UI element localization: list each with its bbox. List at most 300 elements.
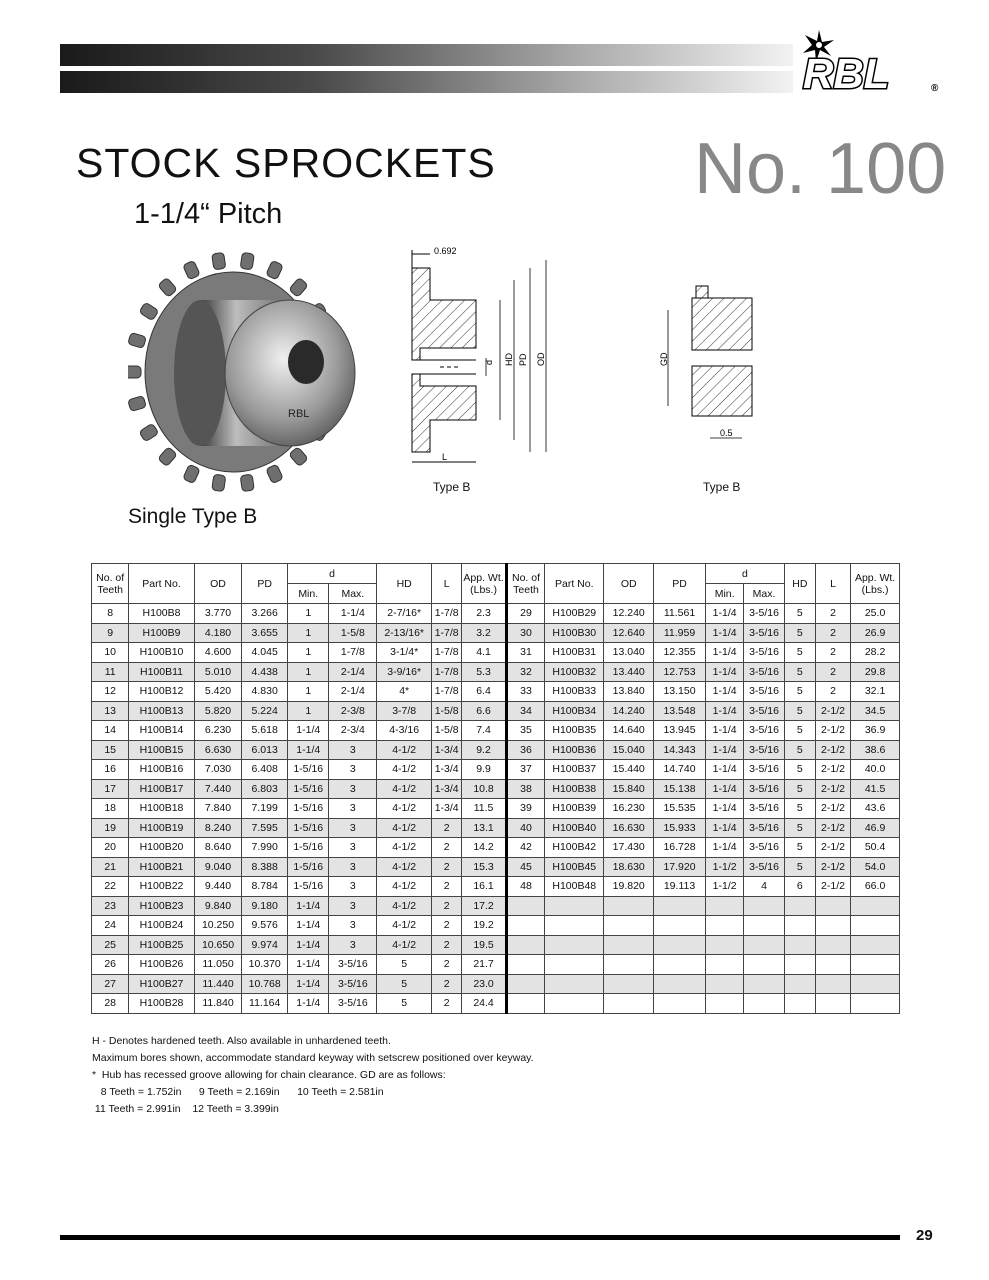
table-cell: 13.040 [604, 643, 654, 663]
table-cell: 28 [92, 994, 129, 1014]
col-d-max-header-2: Max. [744, 584, 784, 604]
table-cell: 15 [92, 740, 129, 760]
table-cell: 3 [329, 740, 377, 760]
table-cell: 5.3 [462, 662, 507, 682]
table-cell: 2 [432, 994, 462, 1014]
table-cell [744, 994, 784, 1014]
table-cell: 2-1/4 [329, 682, 377, 702]
col-d-min-header: Min. [288, 584, 329, 604]
table-cell: 9.840 [194, 896, 242, 916]
col-teeth-header-2: No. of Teeth [506, 564, 544, 604]
table-cell: 10.650 [194, 935, 242, 955]
table-cell: 4-1/2 [377, 916, 432, 936]
table-cell: 4.438 [242, 662, 288, 682]
sprocket-tooth [128, 366, 141, 378]
table-cell [604, 896, 654, 916]
table-cell: 1-1/4 [288, 896, 329, 916]
table-cell: 21.7 [462, 955, 507, 975]
table-cell: 18.630 [604, 857, 654, 877]
sprocket-tooth [212, 252, 226, 270]
table-cell: 1-7/8 [432, 604, 462, 624]
table-cell: 1 [288, 643, 329, 663]
table-cell: 1-7/8 [432, 662, 462, 682]
table-cell: 4.1 [462, 643, 507, 663]
table-cell: 34 [506, 701, 544, 721]
table-cell [604, 916, 654, 936]
table-cell: 4-1/2 [377, 740, 432, 760]
table-cell: 5.618 [242, 721, 288, 741]
table-cell: 6.6 [462, 701, 507, 721]
table-cell: 1-1/2 [705, 857, 743, 877]
table-cell [705, 974, 743, 994]
table-cell: 9.180 [242, 896, 288, 916]
table-cell: 2 [432, 818, 462, 838]
table-cell: 14.240 [604, 701, 654, 721]
table-cell [654, 955, 706, 975]
table-cell: 3-5/16 [329, 994, 377, 1014]
table-cell: 1-1/4 [705, 779, 743, 799]
table-cell: 15.840 [604, 779, 654, 799]
table-row [92, 623, 900, 643]
table-cell [545, 935, 604, 955]
table-cell: 4.830 [242, 682, 288, 702]
dim-pd-label: PD [518, 353, 528, 366]
table-cell: 9.9 [462, 760, 507, 780]
table-cell [744, 955, 784, 975]
col-d-header-2: d [705, 564, 784, 584]
table-cell: 5 [784, 740, 815, 760]
table-cell: 1-3/4 [432, 779, 462, 799]
table-cell: 2.3 [462, 604, 507, 624]
table-cell: 3-5/16 [744, 623, 784, 643]
table-cell: 3-5/16 [744, 838, 784, 858]
table-cell: 3-5/16 [744, 779, 784, 799]
table-cell: 20 [92, 838, 129, 858]
table-cell [705, 916, 743, 936]
table-cell: 12.355 [654, 643, 706, 663]
table-cell: 15.138 [654, 779, 706, 799]
table-cell: 10.370 [242, 955, 288, 975]
table-cell: 2 [432, 896, 462, 916]
table-cell [705, 994, 743, 1014]
table-row [92, 779, 900, 799]
table-cell [815, 974, 850, 994]
col-wt-header-2: App. Wt. (Lbs.) [851, 564, 900, 604]
table-cell: 3.2 [462, 623, 507, 643]
table-cell [506, 955, 544, 975]
table-cell: 3-5/16 [329, 974, 377, 994]
table-cell: 1 [288, 701, 329, 721]
table-cell: 11.840 [194, 994, 242, 1014]
table-cell: 9.576 [242, 916, 288, 936]
table-cell: 1-1/4 [288, 974, 329, 994]
sprocket-tooth [128, 396, 146, 412]
table-cell: 26.9 [851, 623, 900, 643]
col-od-header: OD [194, 564, 242, 604]
table-cell [545, 955, 604, 975]
table-cell [815, 916, 850, 936]
table-cell: 2-1/2 [815, 760, 850, 780]
table-cell: 3-5/16 [744, 760, 784, 780]
table-cell [815, 896, 850, 916]
note-line: * Hub has recessed groove allowing for chain clearance. GD are as follows: [92, 1069, 446, 1081]
table-cell: 3 [329, 779, 377, 799]
table-cell: 1-1/2 [705, 877, 743, 897]
table-cell: H100B21 [129, 857, 194, 877]
table-cell: 17 [92, 779, 129, 799]
table-cell: 2 [432, 877, 462, 897]
table-row [92, 896, 900, 916]
table-cell: 15.933 [654, 818, 706, 838]
drawing-caption-right: Type B [703, 480, 741, 494]
table-cell: H100B22 [129, 877, 194, 897]
table-cell: 3-5/16 [744, 857, 784, 877]
table-row [92, 955, 900, 975]
table-cell: 1 [288, 662, 329, 682]
table-cell: 4.045 [242, 643, 288, 663]
table-cell: 3 [329, 877, 377, 897]
table-cell: 10.250 [194, 916, 242, 936]
table-cell: 11.440 [194, 974, 242, 994]
sprocket-tooth [128, 332, 146, 348]
table-cell: 4* [377, 682, 432, 702]
table-cell: 5 [784, 721, 815, 741]
table-cell: 7.990 [242, 838, 288, 858]
table-cell: 2-3/4 [329, 721, 377, 741]
sprocket-tooth [158, 447, 178, 467]
type-b-groove-drawing [650, 270, 770, 450]
table-cell: 11.561 [654, 604, 706, 624]
table-cell: 19.5 [462, 935, 507, 955]
table-cell: H100B40 [545, 818, 604, 838]
table-row [92, 818, 900, 838]
table-cell: H100B25 [129, 935, 194, 955]
header-bar-top [60, 44, 793, 66]
col-hd-header: HD [377, 564, 432, 604]
sprocket-tooth [289, 277, 309, 297]
table-cell: 5 [784, 838, 815, 858]
table-cell: H100B42 [545, 838, 604, 858]
table-cell [545, 994, 604, 1014]
table-cell: 43.6 [851, 799, 900, 819]
type-label: Single Type B [128, 505, 258, 528]
table-cell: 30 [506, 623, 544, 643]
table-cell: 40 [506, 818, 544, 838]
table-cell: 8.388 [242, 857, 288, 877]
table-cell: 9.974 [242, 935, 288, 955]
table-cell: 5 [377, 955, 432, 975]
table-cell [815, 935, 850, 955]
table-cell: 38 [506, 779, 544, 799]
table-cell: 3 [329, 799, 377, 819]
table-row [92, 877, 900, 897]
table-cell: 19.820 [604, 877, 654, 897]
note-line: Maximum bores shown, accommodate standard keyway with setscrew positioned over keyway. [92, 1052, 534, 1064]
table-cell: 3-5/16 [744, 604, 784, 624]
table-cell: 5 [784, 682, 815, 702]
table-cell: 2-7/16* [377, 604, 432, 624]
table-cell: 11.5 [462, 799, 507, 819]
table-cell: 14.640 [604, 721, 654, 741]
type-b-section-drawing [400, 240, 560, 470]
table-cell: 11.164 [242, 994, 288, 1014]
table-cell: 48 [506, 877, 544, 897]
sprocket-spec-table [91, 563, 900, 1014]
table-cell [744, 896, 784, 916]
table-cell: H100B17 [129, 779, 194, 799]
table-cell: 3.770 [194, 604, 242, 624]
table-cell: 6.230 [194, 721, 242, 741]
table-row [92, 935, 900, 955]
col-d-header: d [288, 564, 377, 584]
table-cell: 2-1/2 [815, 721, 850, 741]
table-cell: 36.9 [851, 721, 900, 741]
table-cell: 10.8 [462, 779, 507, 799]
table-cell: 66.0 [851, 877, 900, 897]
table-cell: 1-7/8 [432, 643, 462, 663]
sprocket-tooth [266, 464, 284, 484]
table-cell [545, 916, 604, 936]
table-cell: 29 [506, 604, 544, 624]
table-cell: H100B27 [129, 974, 194, 994]
table-cell: 8.240 [194, 818, 242, 838]
page-number: 29 [916, 1227, 933, 1244]
table-cell: 2-1/2 [815, 877, 850, 897]
table-cell: 1-1/4 [705, 740, 743, 760]
col-part-header: Part No. [129, 564, 194, 604]
table-cell: 14.2 [462, 838, 507, 858]
table-cell: 1-1/4 [705, 838, 743, 858]
table-cell: 13.548 [654, 701, 706, 721]
table-cell [705, 935, 743, 955]
table-cell: 1-5/8 [432, 721, 462, 741]
table-row [92, 974, 900, 994]
footnotes [92, 1033, 534, 1118]
table-cell: 39 [506, 799, 544, 819]
table-cell: 2-13/16* [377, 623, 432, 643]
table-cell: 8.640 [194, 838, 242, 858]
table-cell: 19.2 [462, 916, 507, 936]
table-cell: 3-5/16 [744, 799, 784, 819]
table-cell: 7.440 [194, 779, 242, 799]
col-l-header-2: L [815, 564, 850, 604]
table-cell: 36 [506, 740, 544, 760]
table-cell: 3 [329, 760, 377, 780]
table-cell: 37 [506, 760, 544, 780]
table-cell: 19.113 [654, 877, 706, 897]
table-cell [604, 994, 654, 1014]
table-cell [851, 935, 900, 955]
table-cell: 10.768 [242, 974, 288, 994]
table-cell: 3-7/8 [377, 701, 432, 721]
col-d-min-header-2: Min. [705, 584, 743, 604]
table-cell: 26 [92, 955, 129, 975]
table-cell: 3 [329, 838, 377, 858]
table-cell: 13.945 [654, 721, 706, 741]
table-cell: 3-5/16 [744, 740, 784, 760]
table-cell: 17.430 [604, 838, 654, 858]
table-cell: 5 [784, 604, 815, 624]
table-cell [705, 955, 743, 975]
table-cell: 14.740 [654, 760, 706, 780]
table-cell: 4-1/2 [377, 799, 432, 819]
hub-brand-text: RBL [288, 408, 310, 420]
table-cell: 11.050 [194, 955, 242, 975]
table-cell [506, 994, 544, 1014]
table-row [92, 994, 900, 1014]
table-cell: 1-1/4 [705, 701, 743, 721]
table-cell: 3-9/16* [377, 662, 432, 682]
table-cell: 4-1/2 [377, 935, 432, 955]
table-cell: 2 [432, 857, 462, 877]
table-cell [784, 935, 815, 955]
table-cell: 1-5/16 [288, 760, 329, 780]
table-cell: 1-5/16 [288, 838, 329, 858]
note-line: H - Denotes hardened teeth. Also available in unhardened teeth. [92, 1035, 391, 1047]
table-cell: 1-5/16 [288, 818, 329, 838]
table-cell: 42 [506, 838, 544, 858]
table-row [92, 721, 900, 741]
table-cell: 2 [815, 662, 850, 682]
table-cell: 5 [377, 994, 432, 1014]
table-cell: 1-1/4 [288, 935, 329, 955]
table-cell: 4-3/16 [377, 721, 432, 741]
table-cell: 4.600 [194, 643, 242, 663]
table-cell: 5.224 [242, 701, 288, 721]
table-cell: H100B10 [129, 643, 194, 663]
table-cell: 5 [377, 974, 432, 994]
table-cell: 2-1/2 [815, 740, 850, 760]
table-cell: H100B26 [129, 955, 194, 975]
sprocket-tooth [240, 474, 254, 492]
table-cell: 16 [92, 760, 129, 780]
table-cell: 22 [92, 877, 129, 897]
table-cell: 16.630 [604, 818, 654, 838]
sprocket-tooth [212, 474, 226, 492]
table-cell [506, 896, 544, 916]
col-hd-header-2: HD [784, 564, 815, 604]
table-cell [545, 974, 604, 994]
table-cell: H100B18 [129, 799, 194, 819]
table-cell: 4-1/2 [377, 779, 432, 799]
table-cell: H100B34 [545, 701, 604, 721]
table-cell: 16.728 [654, 838, 706, 858]
table-cell: 32 [506, 662, 544, 682]
table-cell [705, 896, 743, 916]
table-cell: 45 [506, 857, 544, 877]
table-cell: 6.630 [194, 740, 242, 760]
table-cell: 9.040 [194, 857, 242, 877]
table-cell [506, 935, 544, 955]
table-cell: 1-1/4 [705, 623, 743, 643]
table-cell: H100B48 [545, 877, 604, 897]
table-cell: 11 [92, 662, 129, 682]
table-cell: 2 [815, 604, 850, 624]
table-cell: 1 [288, 623, 329, 643]
sprocket-photo [128, 252, 368, 492]
table-cell: 3 [329, 857, 377, 877]
table-cell: 1 [288, 604, 329, 624]
table-cell: 9.2 [462, 740, 507, 760]
col-d-max-header: Max. [329, 584, 377, 604]
table-cell: 28.2 [851, 643, 900, 663]
header-bar-bottom [60, 71, 793, 93]
table-cell: 41.5 [851, 779, 900, 799]
table-cell [784, 974, 815, 994]
table-cell: 1-1/4 [288, 994, 329, 1014]
table-cell: 1-1/4 [705, 662, 743, 682]
table-cell: 2 [432, 974, 462, 994]
drawing-caption-left: Type B [433, 480, 471, 494]
table-cell [851, 916, 900, 936]
sprocket-tooth [266, 260, 284, 280]
table-cell: 4-1/2 [377, 838, 432, 858]
table-cell: 23 [92, 896, 129, 916]
table-cell: 54.0 [851, 857, 900, 877]
table-cell [654, 974, 706, 994]
table-cell: 16.1 [462, 877, 507, 897]
table-cell [784, 916, 815, 936]
table-cell: 3 [329, 818, 377, 838]
table-cell: 3-5/16 [744, 721, 784, 741]
dim-l-label: L [442, 452, 448, 462]
dim-od-label: OD [536, 352, 546, 366]
table-cell: 1-5/16 [288, 799, 329, 819]
table-cell: 18 [92, 799, 129, 819]
table-cell: 3-5/16 [744, 682, 784, 702]
sprocket-tooth [139, 302, 159, 321]
table-cell: 15.040 [604, 740, 654, 760]
table-cell: 4-1/2 [377, 896, 432, 916]
table-cell: H100B9 [129, 623, 194, 643]
table-cell: H100B11 [129, 662, 194, 682]
table-cell: 8.784 [242, 877, 288, 897]
table-cell: 1-1/4 [705, 760, 743, 780]
sprocket-tooth [240, 252, 254, 270]
table-cell: 29.8 [851, 662, 900, 682]
table-cell: H100B45 [545, 857, 604, 877]
table-cell: H100B38 [545, 779, 604, 799]
table-cell [604, 974, 654, 994]
table-cell: 3.266 [242, 604, 288, 624]
table-cell: 16.230 [604, 799, 654, 819]
table-cell: 6.803 [242, 779, 288, 799]
table-cell: 2-1/2 [815, 818, 850, 838]
table-row [92, 682, 900, 702]
note-line: 11 Teeth = 2.991in 12 Teeth = 3.399in [92, 1103, 279, 1115]
table-cell [744, 935, 784, 955]
table-cell: 6.013 [242, 740, 288, 760]
table-cell: 50.4 [851, 838, 900, 858]
table-cell: 1-5/16 [288, 857, 329, 877]
table-cell: 1-3/4 [432, 760, 462, 780]
table-cell [784, 994, 815, 1014]
table-cell: 1-3/4 [432, 740, 462, 760]
table-row [92, 604, 900, 624]
table-cell: 7.4 [462, 721, 507, 741]
table-cell: 13.840 [604, 682, 654, 702]
table-row [92, 740, 900, 760]
table-cell: 9 [92, 623, 129, 643]
table-cell: 2-3/8 [329, 701, 377, 721]
table-cell: H100B15 [129, 740, 194, 760]
table-cell: 5 [784, 662, 815, 682]
table-cell: 1-1/4 [705, 682, 743, 702]
table-cell: 10 [92, 643, 129, 663]
table-cell: 1-1/4 [705, 643, 743, 663]
table-cell: 3-5/16 [329, 955, 377, 975]
table-cell: H100B14 [129, 721, 194, 741]
